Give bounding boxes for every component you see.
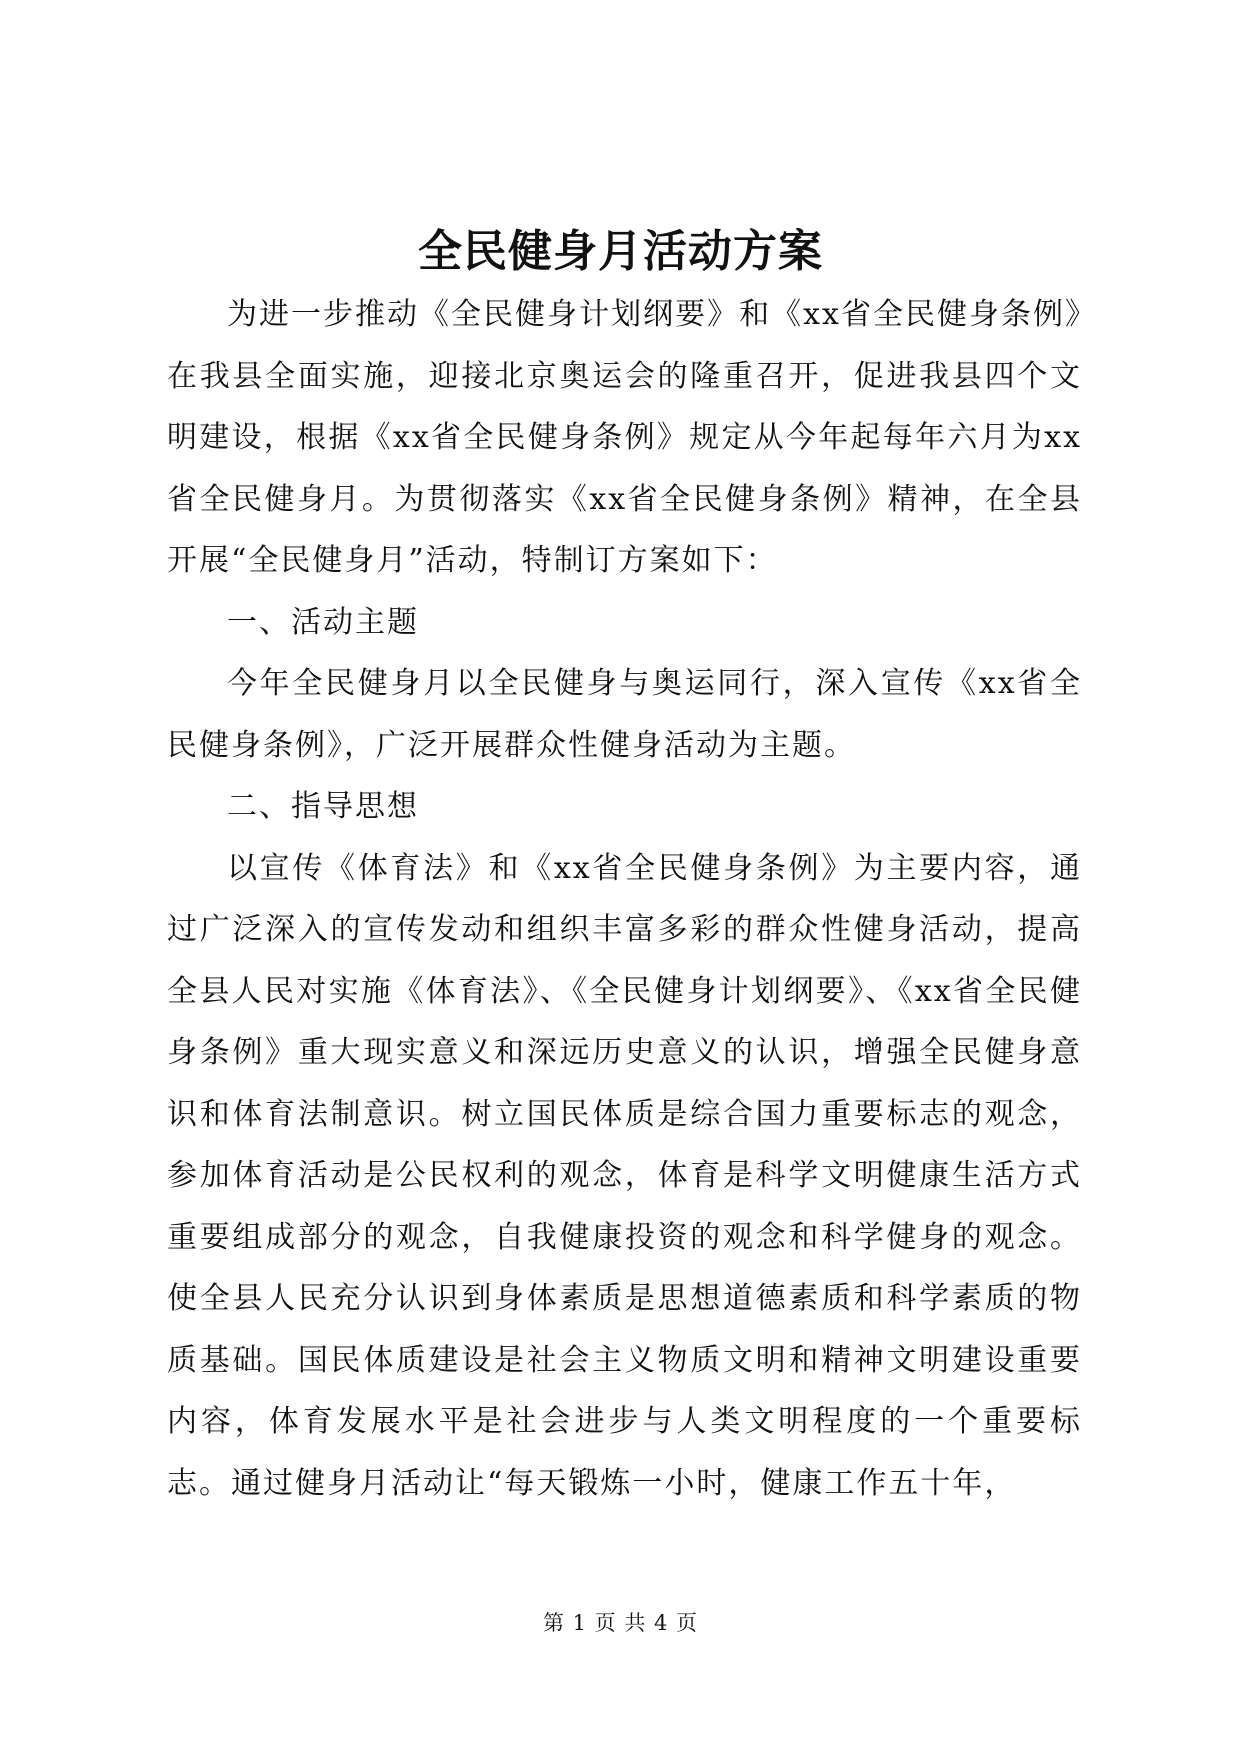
intro-paragraph: 为进一步推动《全民健身计划纲要》和《xx省全民健身条例》在我县全面实施，迎接北京奥运会的隆重召开，促进我县四个文明建设，根据《xx省全民健身条例》规定从今年起每年六月为xx省全民健身月。为贯彻落实《xx省全民健身条例》精神，在全县开展“全民健身月”活动，特制订方案如下： (167, 297, 1082, 578)
document-title: 全民健身月活动方案 (418, 226, 823, 277)
section-heading-activity-theme: 一、活动主题 (227, 604, 419, 640)
activity-theme-paragraph: 今年全民健身月以全民健身与奥运同行，深入宣传《xx省全民健身条例》，广泛开展群众性健身活动为主题。 (167, 666, 1082, 763)
guiding-ideology-paragraph: 以宣传《体育法》和《xx省全民健身条例》为主要内容，通过广泛深入的宣传发动和组织丰富多彩的群众性健身活动，提高全县人民对实施《体育法》、《全民健身计划纲要》、《xx省全民健身条例》重大现实意义和深远历史意义的认识，增强全民健身意识和体育法制意识。树立国民体质是综合国力重要标志的观念，参加体育活动是公民权利的观念，体育是科学文明健康生活方式重要组成部分的观念，自我健康投资的观念和科学健身的观念。使全县人民充分认识到身体素质是思想道德素质和科学素质的物质基础。国民体质建设是社会主义物质文明和精神文明建设重要内容，体育发展水平是社会进步与人类文明程度的一个重要标志。通过健身月活动让“每天锻炼一小时，健康工作五十年， (167, 850, 1082, 1501)
page-number-footer: 第 1 页 共 4 页 (542, 1611, 699, 1635)
document-body (167, 284, 1082, 1514)
section-heading-guiding-ideology: 二、指导思想 (227, 789, 419, 824)
